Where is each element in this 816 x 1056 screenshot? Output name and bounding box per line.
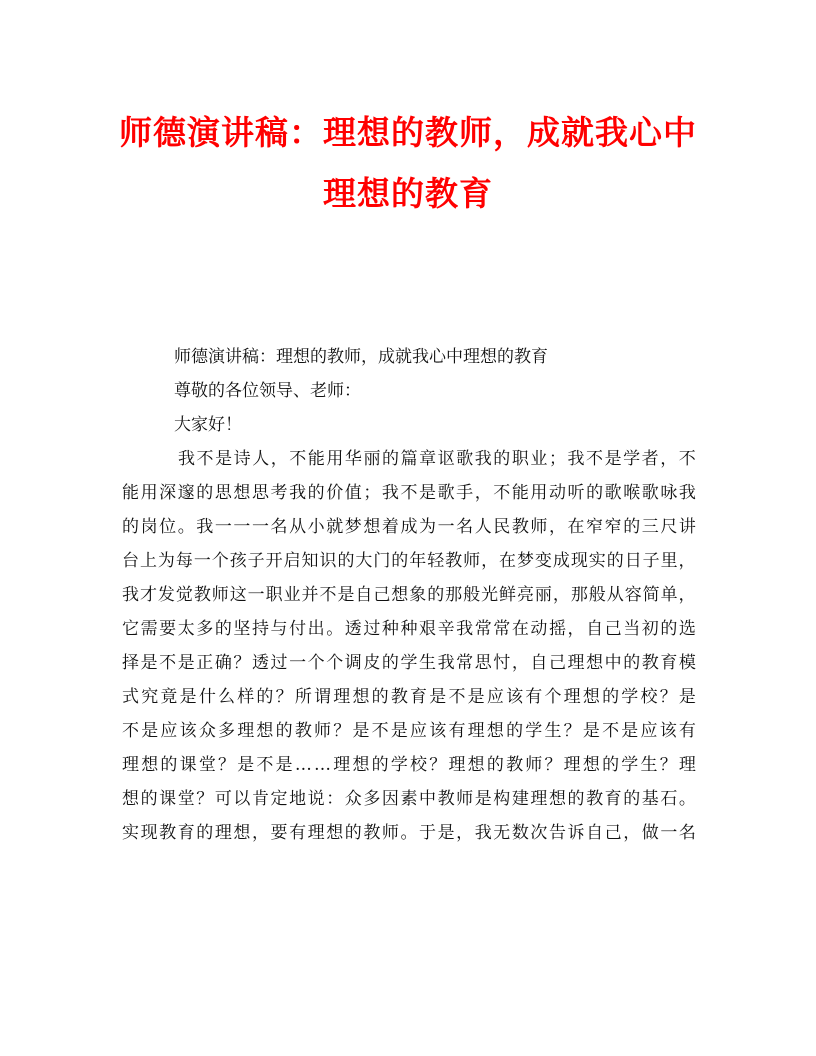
body-line: 的 岗 位 。 我 一 一 一 名 从 小 就 梦 想 着 成 为 一 名 人 民 教 师 ， 在 窄 窄 的 三 尺 讲 [122, 517, 696, 537]
body-line: 我 才 发 觉 教 师 这 一 职 业 并 不 是 自 己 想 象 的 那 般 光 鲜 亮 丽 ， 那 般 从 容 简 单 ， [122, 585, 696, 605]
body-line: 实 现 教 育 的 理 想 ， 要 有 理 想 的 教 师 。 于 是 ， 我 无 数 次 告 诉 自 己 ， 做 一 名 [122, 823, 696, 843]
body-line: 式 究 竟 是 什 么 样 的 ？ 所 谓 理 想 的 教 育 是 不 是 应 该 有 个 理 想 的 学 校 ？ 是 [122, 687, 696, 707]
greeting: 大家好！ [174, 415, 242, 435]
document-title-line-2: 理想的教育 [323, 174, 493, 213]
salutation: 尊敬的各位领导、老师： [174, 381, 361, 401]
body-line: 我 不 是 诗 人 ， 不 能 用 华 丽 的 篇 章 讴 歌 我 的 职 业 ； 我 不 是 学 者 ， 不 [178, 449, 696, 469]
body-line: 它 需 要 太 多 的 坚 持 与 付 出 。 透 过 种 种 艰 辛 我 常 常 在 动 摇 ， 自 己 当 初 的 选 [122, 619, 696, 639]
body-line: 想 的 课 堂 ？ 可 以 肯 定 地 说 ： 众 多 因 素 中 教 师 是 构 建 理 想 的 教 育 的 基 石 。 [122, 789, 696, 809]
body-line: 理 想 的 课 堂 ？ 是 不 是 … … 理 想 的 学 校 ？ 理 想 的 教 师 ？ 理 想 的 学 生 ？ 理 [122, 755, 696, 775]
body-line: 不 是 应 该 众 多 理 想 的 教 师 ？ 是 不 是 应 该 有 理 想 的 学 生 ？ 是 不 是 应 该 有 [122, 721, 696, 741]
body-paragraph [122, 442, 696, 850]
body-line: 台 上 为 每 一 个 孩 子 开 启 知 识 的 大 门 的 年 轻 教 师 ， 在 梦 变 成 现 实 的 日 子 里 ， [122, 551, 696, 571]
subtitle: 师德演讲稿：理想的教师，成就我心中理想的教育 [174, 347, 548, 367]
document-body [122, 340, 696, 850]
body-line: 能 用 深 邃 的 思 想 思 考 我 的 价 值 ； 我 不 是 歌 手 ， 不 能 用 动 听 的 歌 喉 歌 咏 我 [122, 483, 696, 503]
body-line: 择 是 不 是 正 确 ？ 透 过 一 个 个 调 皮 的 学 生 我 常 思 忖 ， 自 己 理 想 中 的 教 育 模 [122, 653, 696, 673]
document-title-line-1: 师德演讲稿：理想的教师，成就我心中 [119, 113, 697, 152]
